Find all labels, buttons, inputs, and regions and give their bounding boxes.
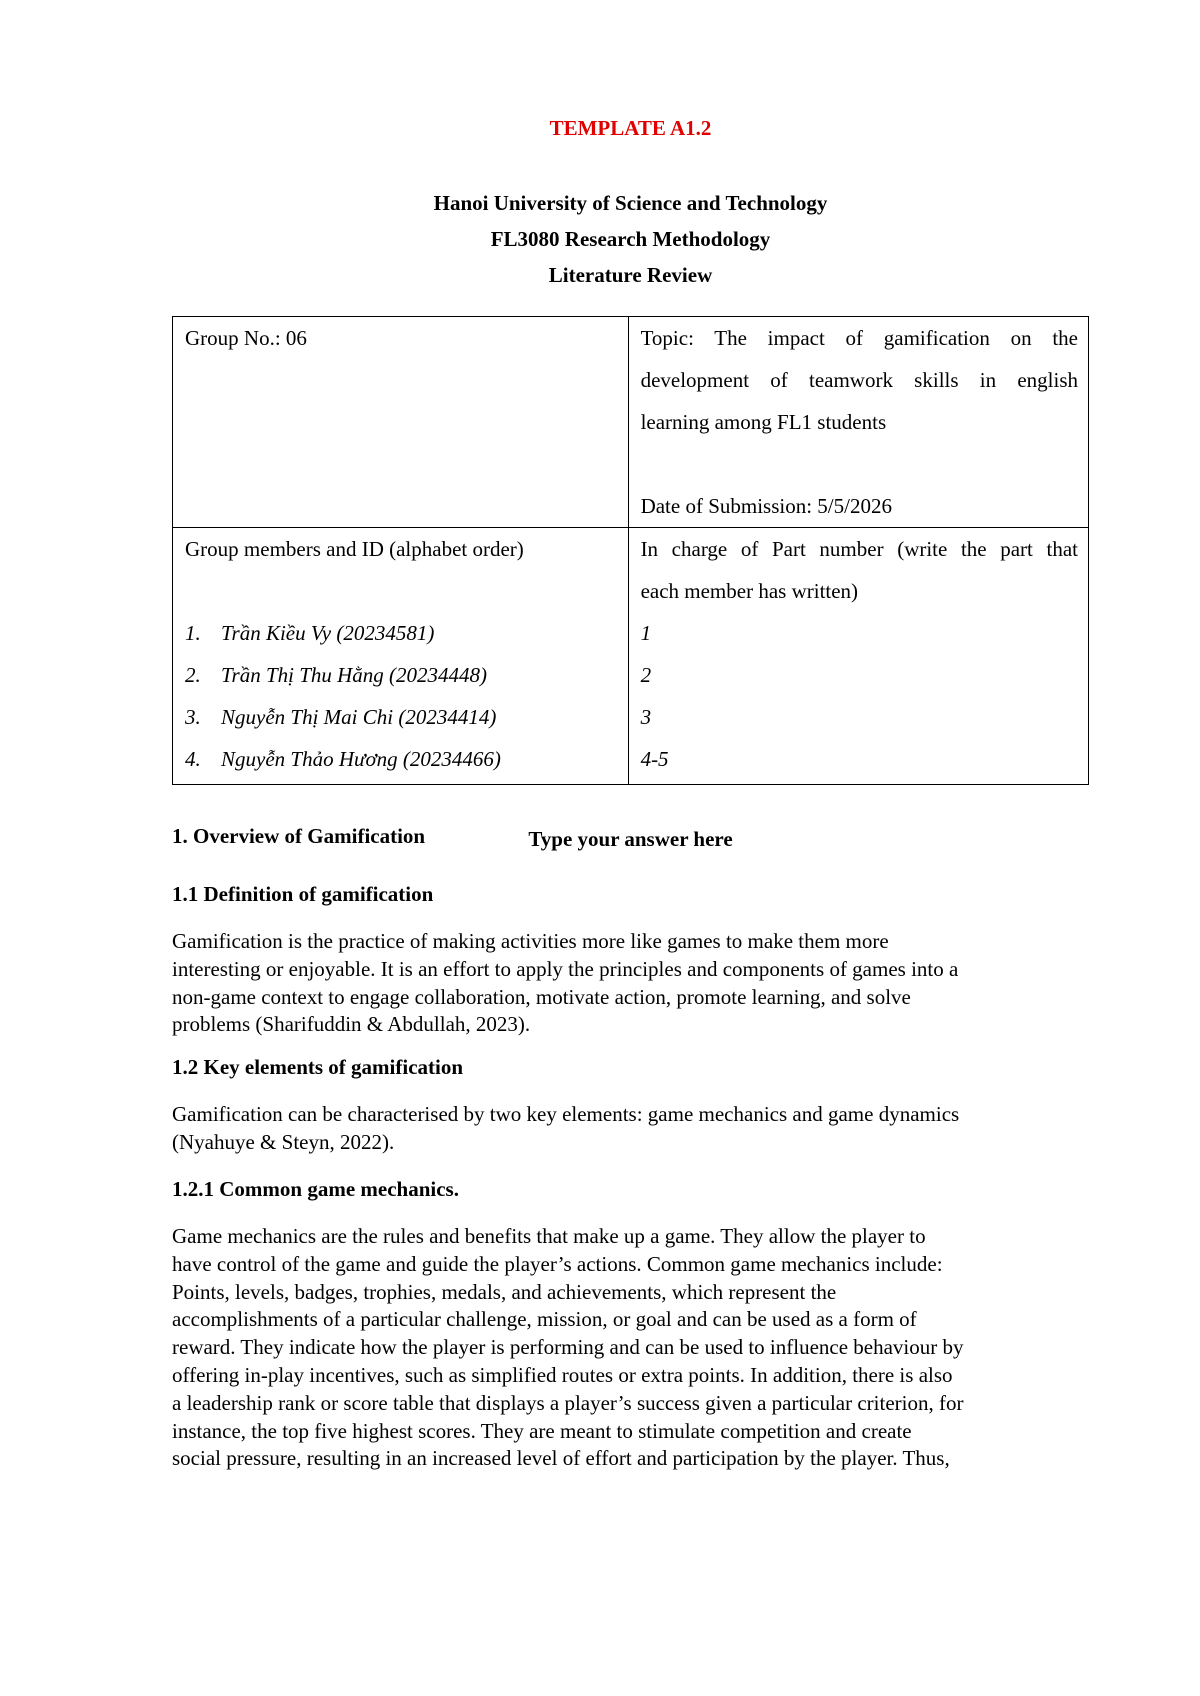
members-cell — [173, 528, 629, 785]
document-header — [172, 189, 1089, 297]
list-item: 1 — [640, 621, 652, 645]
table-row — [173, 317, 1089, 528]
answer-heading: Type your answer here — [528, 827, 733, 851]
text-line: reward. They indicate how the player is performing and can be used to influence behaviour by — [172, 1335, 964, 1360]
course-name: FL3080 Research Methodology — [490, 227, 771, 251]
submission-date: Date of Submission: 5/5/2026 — [640, 494, 892, 518]
text-line: (Nyahuye & Steyn, 2022). — [172, 1129, 395, 1154]
list-item: 4-5 — [640, 747, 669, 771]
topic-line: learning among FL1 students — [640, 410, 887, 434]
list-number: 3. — [185, 705, 201, 729]
topic-cell — [628, 317, 1088, 528]
section-heading: 1.2 Key elements of gamification — [172, 1055, 464, 1079]
text-line: have control of the game and guide the player’s actions. Common game mechanics include: — [172, 1251, 943, 1276]
group-number-cell — [173, 317, 629, 528]
spacer — [641, 443, 1078, 485]
text-line: instance, the top five highest scores. They are meant to stimulate competition and create — [172, 1418, 912, 1443]
paragraph — [172, 1223, 1089, 1473]
member-name: Nguyễn Thị Mai Chi (20234414) — [221, 705, 497, 729]
member-name: Nguyễn Thảo Hương (20234466) — [221, 747, 501, 771]
text-line: Gamification is the practice of making activities more like games to make them more — [172, 929, 889, 953]
parts-header-line: In charge of Part number (write the part that — [640, 537, 1078, 561]
text-line: non-game context to engage collaboration, motivate action, promote learning, and solve — [172, 984, 911, 1009]
document-type: Literature Review — [548, 263, 713, 287]
text-line: Game mechanics are the rules and benefits that make up a game. They allow the player to — [172, 1224, 926, 1248]
member-name: Trần Thị Thu Hằng (20234448) — [221, 663, 488, 687]
list-item: 2 — [640, 663, 652, 687]
list-number: 4. — [185, 747, 201, 771]
parts-header-line: each member has written) — [640, 579, 859, 603]
text-line: Points, levels, badges, trophies, medals, and achievements, which represent the — [172, 1279, 837, 1304]
university-name: Hanoi University of Science and Technology — [433, 191, 828, 215]
paragraph — [172, 1101, 1089, 1157]
paragraph — [172, 928, 1089, 1039]
list-item: 3 — [640, 705, 652, 729]
parts-cell — [628, 528, 1088, 785]
member-name: Trần Kiều Vy (20234581) — [221, 621, 435, 645]
list-item — [185, 696, 618, 738]
list-number: 2. — [185, 663, 201, 687]
parts-list — [641, 612, 1078, 780]
list-item — [185, 738, 618, 780]
list-number: 1. — [185, 621, 201, 645]
topic-line: development of teamwork skills in english — [640, 368, 1078, 392]
section-heading: 1.2.1 Common game mechanics. — [172, 1177, 459, 1201]
text-line: problems (Sharifuddin & Abdullah, 2023). — [172, 1012, 531, 1037]
text-line: Gamification can be characterised by two key elements: game mechanics and game dynamics — [172, 1102, 960, 1126]
topic-line: Topic: The impact of gamification on the — [640, 326, 1078, 350]
list-item — [185, 654, 618, 696]
section-heading: 1.1 Definition of gamification — [172, 882, 434, 906]
table-row — [173, 528, 1089, 785]
list-item — [185, 612, 618, 654]
group-number: Group No.: 06 — [185, 326, 307, 350]
text-line: social pressure, resulting in an increased level of effort and participation by the player. Thus, — [172, 1446, 950, 1471]
members-header: Group members and ID (alphabet order) — [185, 537, 524, 561]
text-line: accomplishments of a particular challenge, mission, or goal and can be used as a form of — [172, 1307, 917, 1332]
text-line: offering in-play incentives, such as simplified routes or extra points. In addition, there is also — [172, 1362, 953, 1387]
group-info-table — [172, 316, 1089, 785]
section-heading: 1. Overview of Gamification — [172, 824, 426, 848]
text-line: a leadership rank or score table that displays a player’s success given a particular criterion, for — [172, 1390, 964, 1415]
members-list — [185, 612, 618, 780]
spacer — [185, 570, 618, 612]
template-title: TEMPLATE A1.2 — [549, 116, 712, 140]
text-line: interesting or enjoyable. It is an effort to apply the principles and components of games into a — [172, 956, 959, 981]
